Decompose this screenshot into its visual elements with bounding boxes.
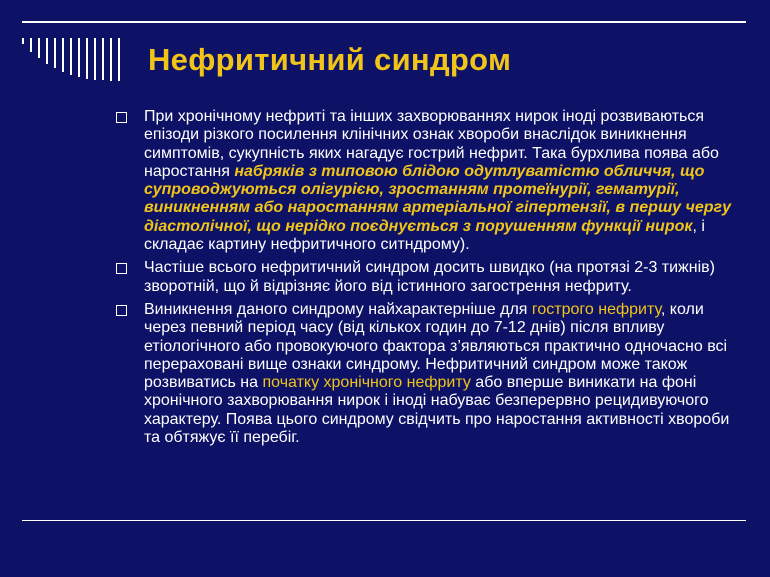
bullet-paragraph-2 <box>114 259 734 296</box>
highlighted-term: гострого нефриту <box>531 300 661 318</box>
square-bullet-icon <box>116 263 127 274</box>
highlighted-term: початку хронічного нефриту <box>262 374 471 392</box>
paragraph-text: При хронічному нефриті та інших захворюваннях нирок іноді розвиваються епізоди різкого посилення клінічних ознак хвороби внаслідок виникнення симптомів, сукупність яких нагадує гострий нефрит. Така бурхлива поява або наростання <box>144 108 719 180</box>
bottom-divider <box>22 520 746 521</box>
paragraph-text: , коли через певний період часу (від кількох годин до 7-12 днів) після впливу етіологічного або провокуючого фактора з’являються практично одночасно всі перераховані вище ознаки синдрому. Нефритичний синдром може також розвиватись на <box>144 300 728 392</box>
paragraph-text: або вперше виникати на фоні хронічного захворювання нирок і іноді набуває безперервно рецидивуючого характеру. Поява цього синдрому свідчить про наростання активності хвороби та обтяжує її перебіг. <box>144 374 730 447</box>
slide-body <box>114 108 734 452</box>
top-divider <box>22 21 746 23</box>
square-bullet-icon <box>116 305 127 316</box>
square-bullet-icon <box>116 112 127 123</box>
paragraph-text: , і складає картину нефритичного ситндрому). <box>144 217 705 254</box>
paragraph-text: Виникнення даного синдрому найхарактерніше для <box>144 300 532 318</box>
paragraph-text: Частіше всього нефритичний синдром досить швидко (на протязі 2-3 тижнів) зворотній, що й відрізняє його від істинного загострення нефриту. <box>144 259 715 295</box>
bullet-paragraph-3 <box>114 301 734 447</box>
highlighted-symptoms: набряків з типовою блідою одутлуватістю обличчя, що супроводжуються олігурією, зростанням протеїнурії, гематурії, виникненням або наростанням артеріальної гіпертензії, в першу чергу діастолічної, що нерідко поєднується з порушенням функції нирок <box>144 162 731 235</box>
bullet-paragraph-1 <box>114 108 734 254</box>
slide-title: Нефритичний синдром <box>148 42 512 77</box>
